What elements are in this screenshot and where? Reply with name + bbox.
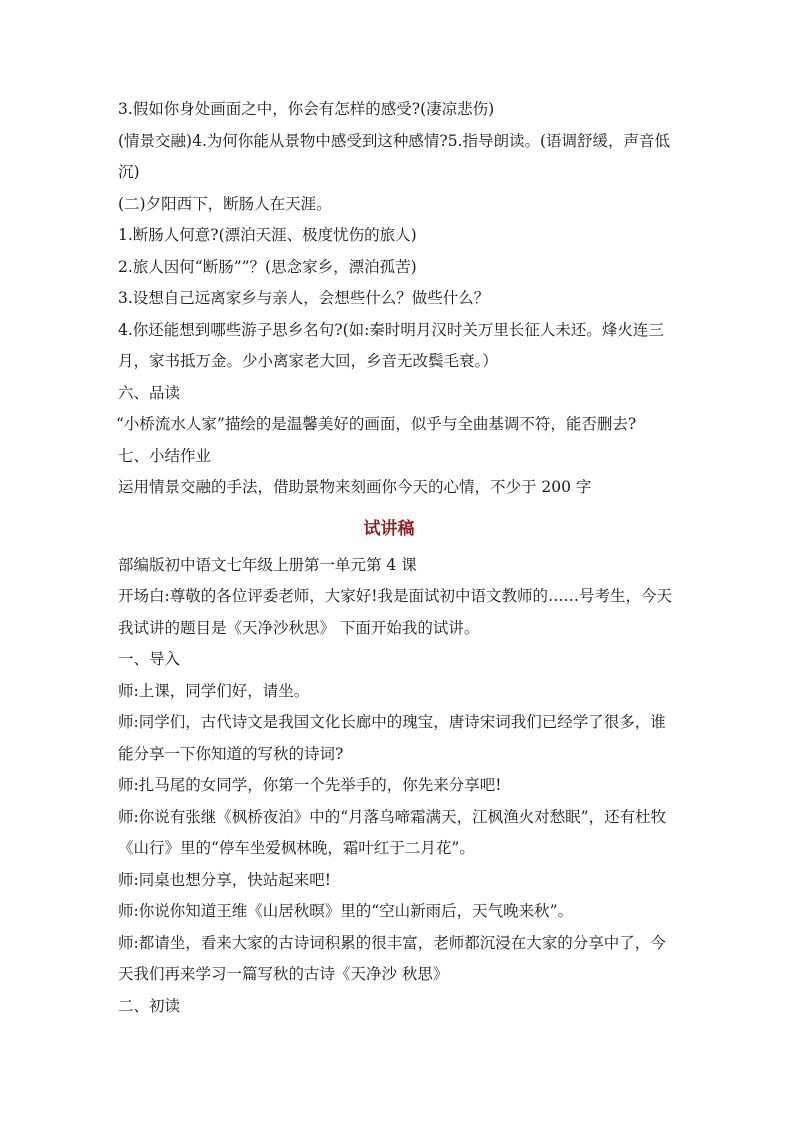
section-heading: 七、小结作业 — [118, 446, 212, 465]
paragraph: 2.旅人因何“断肠””？(思念家乡，漂泊孤苦) — [118, 257, 417, 276]
paragraph: (情景交融)4.为何你能从景物中感受到这种感情?5.指导朗读。(语调舒缓，声音低沉) — [118, 131, 671, 181]
paragraph: 1.断肠人何意?(漂泊天涯、极度忧伤的旅人) — [118, 226, 417, 244]
paragraph: 师:扎马尾的女同学，你第一个先举手的，你先来分享吧! — [118, 776, 502, 794]
section-heading: 一、导入 — [118, 650, 181, 668]
paragraph: (二)夕阳西下，断肠人在天涯。 — [118, 194, 332, 213]
paragraph: 3.假如你身处画面之中，你会有怎样的感受?(凄凉悲伤) — [118, 100, 495, 118]
paragraph: 师:你说有张继《枫桥夜泊》中的“月落乌啼霜满天，江枫渔火对愁眠”，还有杜牧《山行》里的“停车坐爱枫林晚，霜叶红于二月花”。 — [118, 807, 667, 857]
paragraph: 开场白:尊敬的各位评委老师，大家好!我是面试初中语文教师的……号考生，今天我试讲的题目是《天净沙秋思》 下面开始我的试讲。 — [118, 587, 672, 637]
document-page — [118, 94, 678, 1022]
section-heading: 二、初读 — [118, 996, 181, 1015]
section-heading: 六、品读 — [118, 383, 181, 402]
paragraph: 部编版初中语文七年级上册第一单元第 4 课 — [118, 555, 417, 574]
paragraph: 3.设想自己远离家乡与亲人，会想些什么？做些什么？ — [118, 289, 490, 307]
document-title: 试讲稿 — [363, 518, 415, 539]
paragraph: 师:都请坐，看来大家的古诗词积累的很丰富，老师都沉浸在大家的分享中了，今天我们再来学习一篇写秋的古诗《天净沙 秋思》 — [118, 933, 666, 983]
paragraph: 师:同桌也想分享，快站起来吧! — [118, 870, 331, 889]
paragraph: 师:你说你知道王维《山居秋暝》里的“空山新雨后，天气晚来秋”。 — [118, 902, 574, 920]
paragraph: 师:同学们，古代诗文是我国文化长廊中的瑰宝，唐诗宋词我们已经学了很多，谁能分享一下你知道的写秋的诗词? — [118, 713, 666, 763]
paragraph: 运用情景交融的手法，借助景物来刻画你今天的心情，不少于 200 字 — [118, 478, 592, 496]
paragraph: 4.你还能想到哪些游子思乡名句?(如:秦时明月汉时关万里长征人未还。烽火连三月，家书抵万金。少小离家老大回，乡音无改鬓毛衰。） — [118, 320, 664, 370]
paragraph: “小桥流水人家”描绘的是温馨美好的画面，似乎与全曲基调不符，能否删去? — [116, 415, 637, 433]
paragraph: 师:上课，同学们好，请坐。 — [118, 681, 310, 700]
